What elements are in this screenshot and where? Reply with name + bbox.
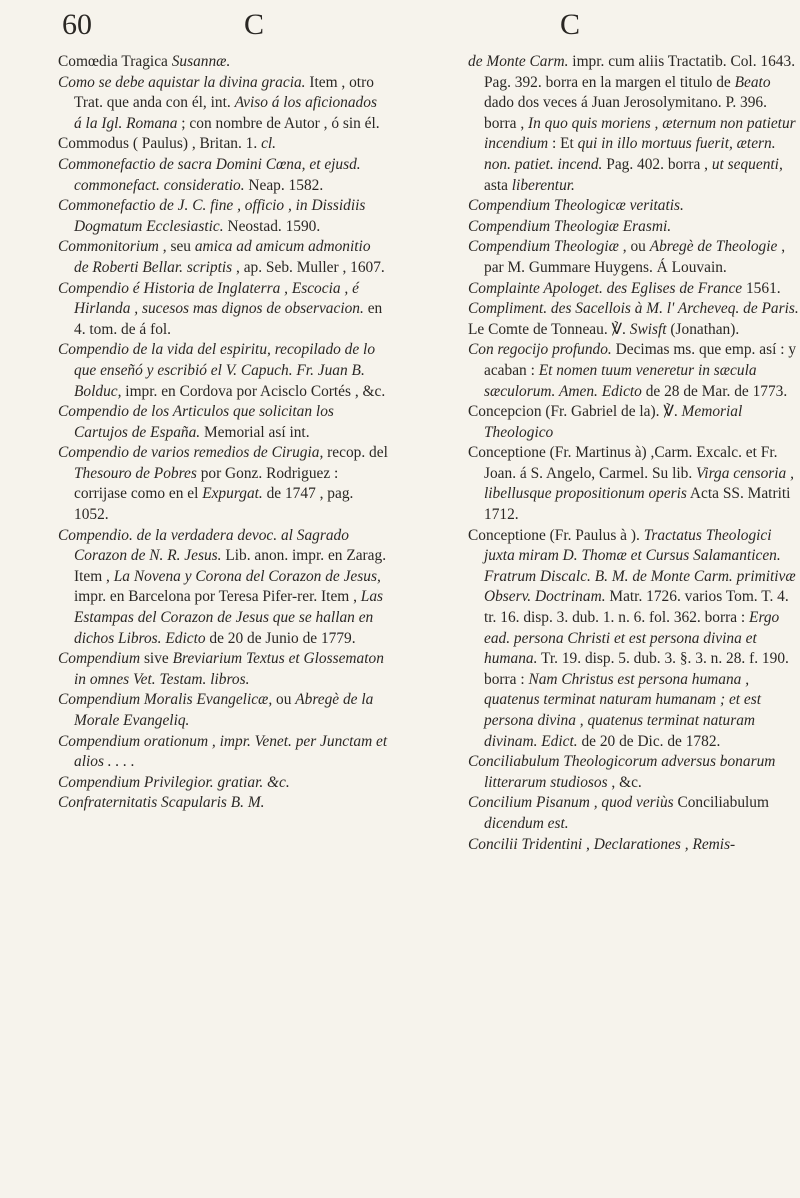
entry [58,52,388,73]
entry [468,443,800,525]
page-number: 60 [62,8,92,41]
entry-italic-text: Virga censoria , libellusque propositionum operis [484,464,794,503]
entry-text: Neap. 1582. [244,176,324,194]
entry [468,526,800,753]
entry-italic-text: dicendum est. [484,814,569,832]
entry-italic-text: ut sequenti, [711,155,783,173]
entry [468,835,800,856]
entry-text: asta [484,176,512,194]
entry-italic-text: Con regocijo profundo. [468,341,612,359]
entry-italic-text: Compendium Theologiæ Erasmi. [468,217,672,235]
entry [58,793,388,814]
entry-text: Tr. 19. disp. 5. dub. 3. §. 3. n. 28. f. 190. borra : [484,650,789,688]
entry-italic-text: Concilium Pisanum , quod veriùs [468,794,674,812]
entry [58,279,388,341]
entry-italic-text: Compliment. des Sacellois à M. l' Archeveq. de Paris. [468,300,799,318]
section-letter-right: C [560,8,581,41]
entry-italic-text: Compendio. de la verdadera devoc. al Sagrado Corazon de N. R. Jesus. [58,526,349,565]
entry-text: , ou [618,238,650,256]
entry-text: Commodus ( Paulus) , Britan. 1. [58,135,262,153]
entry [58,649,388,690]
entry-italic-text: Compendio de los Articulos que solicitan los Cartujos de España. [58,403,334,441]
entry [468,217,800,238]
entry-italic-text: Beato [734,73,771,91]
entry-italic-text: Compendio de la vida del espiritu, recopilado de lo que enseñó y escribió el V. Capuch. Fr. Juan B. Bolduc, [58,341,376,400]
entry [468,793,800,834]
entry-text: impr. en Barcelona por Teresa Pifer-rer. Item , [74,588,361,606]
entry [58,443,388,525]
entry-italic-text: Compendium orationum , impr. Venet. per Junctam et alios . . . . [58,732,388,771]
entry [468,320,800,341]
entry [58,773,388,794]
left-column [58,52,388,814]
entry [58,196,388,237]
entry-italic-text: Expurgat. [202,485,263,503]
entry-text: en 4. tom. de á fol. [74,300,383,338]
entry-text: , ap. Seb. Muller , 1607. [232,258,385,276]
entry-italic-text: Memorial Theologico [484,403,743,441]
entry-italic-text: Como se debe aquistar la divina gracia. [58,73,306,91]
entry-italic-text: Commonitorium [58,238,159,256]
entry-text: Neostad. 1590. [223,217,321,235]
entry-text: dado dos veces á Juan Jerosolymitano. P. 396. borra , [484,94,767,132]
entry-italic-text: Ergo ead. persona Christi et est persona divina et humana. [484,609,780,668]
entry-italic-text: Compendium [58,650,141,668]
entry-text: Item , otro Trat. que anda con él, int. [74,73,374,112]
entry-italic-text: Compendium Theologicæ veritatis. [468,197,684,215]
entry [58,134,388,155]
entry-text: impr. en Cordova por Acisclo Cortés , &c. [121,382,386,400]
entry-italic-text: amica ad amicum admonitio de Roberti Bellar. scriptis [74,238,371,276]
entry [468,279,800,300]
entry-italic-text: Concilii Tridentini , Declarationes , Remis- [468,835,736,853]
entry-text: Le Comte de Tonneau. ℣. [468,320,630,338]
entry-italic-text: Confraternitatis Scapularis B. M. [58,794,265,812]
entry [58,237,388,278]
entry-text: Conceptione (Fr. Martinus à) ,Carm. Excalc. et Fr. Joan. á S. Angelo, Carmel. Su lib. [468,444,778,482]
entry-text: de 1747 , pag. 1052. [74,485,354,524]
entry-italic-text: Commonefactio de J. C. fine , officio , in Dissidiis Dogmatum Ecclesiastic. [58,197,366,235]
entry-text: impr. cum aliis Tractatib. Col. 1643. Pag. 392. borra en la margen el titulo de [484,53,796,91]
entry-italic-text: Breviarium Textus et Glossematon in omnes Vet. Testam. libros. [74,650,384,688]
entry-text: por Gonz. Rodriguez : corrijase como en el [74,464,339,503]
entry-italic-text: La Novena y Corona del Corazon de Jesus, [113,567,381,585]
entry-italic-text: de Monte Carm. [468,53,569,70]
entry-text: Memorial así int. [200,423,310,441]
entry-italic-text: Compendium Theologiæ [468,238,619,256]
page-header [0,8,800,48]
entry-text: Decimas ms. que emp. así : y acaban : [484,341,797,379]
entry-italic-text: liberentur. [511,176,575,194]
entry [58,732,388,773]
entry-text: Acta SS. Matriti 1712. [484,485,791,524]
section-letter-left: C [244,8,265,41]
right-column [468,52,800,855]
entry-italic-text: Commonefactio de sacra Domini Cœna, et ejusd. commonefact. consideratio. [58,155,361,194]
entry-italic-text: Compendio de varios remedios de Cirugia, [58,444,324,462]
entry-text: , seu [158,238,195,256]
entry-italic-text: Compendium Privilegior. gratiar. &c. [58,773,290,791]
entry-text: Lib. anon. impr. en Zarag. Item , [74,547,387,585]
entry [468,340,800,402]
entry-italic-text: Nam Christus est persona humana , quatenus terminat naturam humanam ; et est persona divina , quatenus terminat naturam divinam. Edict. [484,670,762,750]
entry-text: Conciliabulum [673,794,769,812]
entry-italic-text: Compendium Moralis Evangelicæ, [58,691,273,709]
entry [58,155,388,196]
entry-text: Comœdia Tragica [58,53,172,70]
entry-text: de 28 de Mar. de 1773. [641,382,788,400]
entry-italic-text: In quo quis moriens , æternum non patietur incendium [484,114,796,153]
entry-text: Conceptione (Fr. Paulus à ). [468,526,644,544]
entry-italic-text: qui in illo mortuus fuerit, ætern. non. patiet. incend. [484,135,776,173]
entry-italic-text: Las Estampas del Corazon de Jesus que se hallan en dichos Libros. Edicto [74,588,384,647]
entry-text: , par M. Gummare Huygens. Á Louvain. [484,238,786,276]
entry-italic-text: cl. [261,135,277,153]
entry-italic-text: Compendio é Historia de Inglaterra , Escocia , é Hirlanda , sucesos mas dignos de observacion. [58,279,364,318]
entry [468,299,800,320]
entry-text: (Jonathan). [666,320,740,338]
entry-italic-text: Tractatus Theologici juxta miram D. Thomæ et Cursus Salamanticen. Fratrum Discalc. B. M. de Monte Carm. primitivæ Observ. Doctrinam. [484,526,796,606]
entry-text: Pag. 402. borra , [602,155,712,173]
entry-italic-text: Aviso á los aficionados á la Igl. Romana [74,94,377,132]
entry-text: sive [140,650,173,668]
entry-text: 1561. [742,279,781,297]
entry-text: ou [272,691,296,709]
entry-text: de 20 de Junio de 1779. [205,629,356,647]
entry [58,690,388,731]
entry [468,752,800,793]
entry-italic-text: Abregè de Theologie [649,238,778,256]
entry [58,73,388,135]
entry [58,402,388,443]
entry [468,237,800,278]
entry-italic-text: Conciliabulum Theologicorum adversus bonarum litterarum studiosos [468,753,776,791]
entry-italic-text: Swisft [629,320,667,338]
entry-italic-text: Thesouro de Pobres [74,464,197,482]
entry [58,340,388,402]
entry-italic-text: Susannæ. [171,53,231,70]
entry-text: recop. del [323,444,388,462]
entry [468,52,800,196]
entry-text: , &c. [607,773,642,791]
entry-text: : Et [548,135,578,153]
entry [468,402,800,443]
entry-italic-text: Abregè de la Morale Evangeliq. [74,691,374,729]
entry [468,196,800,217]
entry [58,526,388,650]
entry-text: Matr. 1726. varios Tom. T. 4. tr. 16. disp. 3. dub. 1. n. 6. fol. 362. borra : [484,588,789,627]
entry-italic-text: Complainte Apologet. des Eglises de France [468,279,743,297]
entry-text: ; con nombre de Autor , ó sin él. [177,114,380,132]
entry-italic-text: Et nomen tuum veneretur in sæcula sæculorum. Amen. Edicto [484,361,757,400]
entry-text: de 20 de Dic. de 1782. [577,732,721,750]
entry-text: Concepcion (Fr. Gabriel de la). ℣. [468,403,682,421]
